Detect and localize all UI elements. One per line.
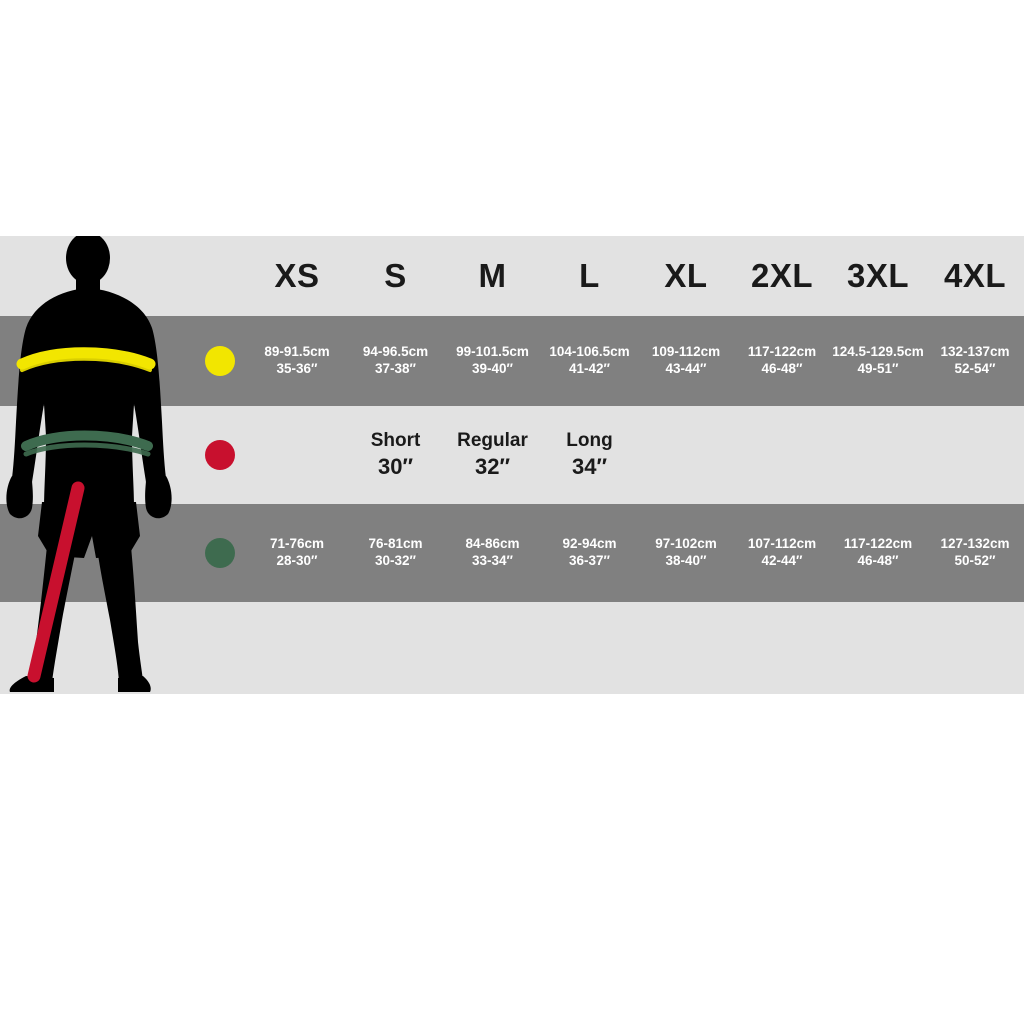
chest-m-imperial: 39-40″: [472, 361, 513, 376]
size-chart-grid: [0, 236, 1024, 694]
footer-s: [347, 602, 444, 694]
waist-s-imperial: 30-32″: [375, 553, 416, 568]
leg-m: [444, 406, 541, 504]
waist-3xl: [830, 504, 926, 602]
column-header-xl: [638, 236, 734, 316]
yellow-dot-icon: [205, 346, 235, 376]
footer-xl: [638, 602, 734, 694]
chest-xl: [638, 316, 734, 406]
waist-l-metric: 92-94cm: [562, 536, 617, 552]
footer-2xl: [734, 602, 830, 694]
leg-m-value: 32″: [474, 454, 510, 480]
green-dot-icon: [205, 538, 235, 568]
footer-m: [444, 602, 541, 694]
waist-s: [347, 504, 444, 602]
chest-3xl-metric: 124.5-129.5cm: [832, 344, 924, 360]
waist-4xl-metric: 127-132cm: [940, 536, 1010, 552]
leg-2xl: [734, 406, 830, 504]
chest-3xl: [830, 316, 926, 406]
chest-m-metric: 99-101.5cm: [456, 344, 529, 360]
size-label-m: M: [478, 257, 507, 295]
chest-3xl-imperial: 49-51″: [857, 361, 899, 376]
chest-xs-imperial: 35-36″: [276, 361, 318, 376]
chest-2xl-imperial: 46-48″: [761, 361, 803, 376]
leg-row-figure-cell: [0, 406, 192, 504]
waist-xl-imperial: 38-40″: [665, 553, 707, 568]
column-header-4xl: [926, 236, 1024, 316]
column-header-xs: [247, 236, 347, 316]
leg-s-word: Short: [370, 430, 421, 452]
chest-l: [541, 316, 638, 406]
chest-l-metric: 104-106.5cm: [549, 344, 630, 360]
footer-4xl: [926, 602, 1024, 694]
leg-3xl: [830, 406, 926, 504]
chest-xl-metric: 109-112cm: [651, 344, 721, 360]
chest-s: [347, 316, 444, 406]
waist-2xl-imperial: 42-44″: [761, 553, 803, 568]
waist-3xl-metric: 117-122cm: [843, 536, 913, 552]
waist-l-imperial: 36-37″: [569, 553, 610, 568]
waist-xs: [247, 504, 347, 602]
leg-row-marker-cell: [192, 406, 247, 504]
chest-row-marker-cell: [192, 316, 247, 406]
waist-l: [541, 504, 638, 602]
size-label-xs: XS: [274, 257, 320, 295]
waist-xs-metric: 71-76cm: [269, 536, 325, 552]
waist-xs-imperial: 28-30″: [276, 553, 318, 568]
footer-3xl: [830, 602, 926, 694]
waist-xl-metric: 97-102cm: [655, 536, 717, 552]
chest-4xl-imperial: 52-54″: [954, 361, 996, 376]
chest-l-imperial: 41-42″: [569, 361, 610, 376]
column-header-3xl: [830, 236, 926, 316]
leg-l-value: 34″: [571, 454, 607, 480]
leg-l-word: Long: [566, 430, 613, 452]
footer-l: [541, 602, 638, 694]
size-label-xl: XL: [664, 257, 708, 295]
waist-4xl: [926, 504, 1024, 602]
chest-xs-metric: 89-91.5cm: [264, 344, 330, 360]
chest-2xl: [734, 316, 830, 406]
waist-2xl-metric: 107-112cm: [747, 536, 817, 552]
size-label-2xl: 2XL: [750, 257, 814, 295]
waist-3xl-imperial: 46-48″: [857, 553, 899, 568]
chest-2xl-metric: 117-122cm: [747, 344, 817, 360]
chest-s-imperial: 37-38″: [375, 361, 416, 376]
leg-xl: [638, 406, 734, 504]
waist-2xl: [734, 504, 830, 602]
column-header-m: [444, 236, 541, 316]
waist-m-metric: 84-86cm: [465, 536, 520, 552]
leg-m-word: Regular: [457, 430, 528, 452]
leg-4xl: [926, 406, 1024, 504]
figure-panel: [0, 236, 192, 316]
leg-s-value: 30″: [377, 454, 413, 480]
chest-4xl: [926, 316, 1024, 406]
waist-row-figure-cell: [0, 504, 192, 602]
waist-m-imperial: 33-34″: [472, 553, 513, 568]
column-header-l: [541, 236, 638, 316]
chest-xs: [247, 316, 347, 406]
size-label-l: L: [579, 257, 600, 295]
waist-4xl-imperial: 50-52″: [954, 553, 996, 568]
size-label-3xl: 3XL: [846, 257, 910, 295]
chest-row-figure-cell: [0, 316, 192, 406]
leg-s: [347, 406, 444, 504]
leg-xs: [247, 406, 347, 504]
leg-l: [541, 406, 638, 504]
chest-xl-imperial: 43-44″: [665, 361, 707, 376]
size-label-s: S: [384, 257, 407, 295]
chest-4xl-metric: 132-137cm: [940, 344, 1010, 360]
footer-marker-cell: [192, 602, 247, 694]
footer-figure-cell: [0, 602, 192, 694]
waist-s-metric: 76-81cm: [368, 536, 423, 552]
chest-m: [444, 316, 541, 406]
footer-xs: [247, 602, 347, 694]
waist-row-marker-cell: [192, 504, 247, 602]
red-dot-icon: [205, 440, 235, 470]
waist-m: [444, 504, 541, 602]
header-marker-cell: [192, 236, 247, 316]
column-header-s: [347, 236, 444, 316]
size-chart: [0, 236, 1024, 694]
column-header-2xl: [734, 236, 830, 316]
waist-xl: [638, 504, 734, 602]
size-label-4xl: 4XL: [943, 257, 1007, 295]
chest-s-metric: 94-96.5cm: [362, 344, 429, 360]
